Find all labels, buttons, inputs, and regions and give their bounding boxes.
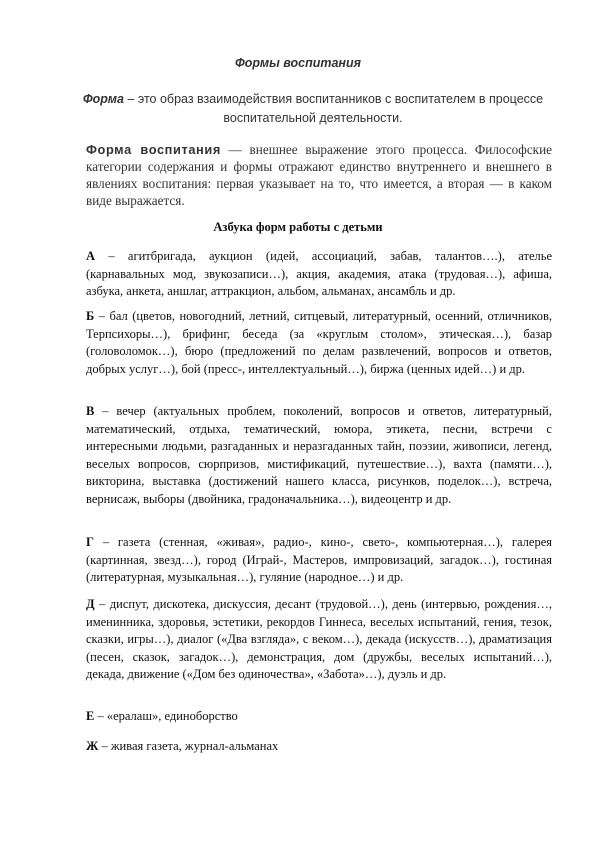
entry-letter: В bbox=[86, 404, 95, 418]
entry-letter: А bbox=[86, 249, 96, 263]
document-title: Формы воспитания bbox=[235, 56, 361, 70]
entry-text: – «ералаш», единоборство bbox=[94, 709, 238, 723]
entry-letter: Ж bbox=[86, 739, 99, 753]
philosophy-text: — внешнее выражение этого процесса. Философские категории содержания и формы отражают единство внутреннего и внешнего в явлениях воспитания: первая указывает на то, что имеется, а вторая — в каком виде выражается. bbox=[86, 142, 552, 208]
entry-zh bbox=[86, 738, 552, 756]
entry-text: – вечер (актуальных проблем, поколений, вопросов и ответов, литературный, математический, отдыха, тематический, юмора, этикета, песни, встречи с интересными людьми, разгаданных и неразгаданных тайн, поэзии, живописи, легенд, веселых вопросов, сюрпризов, мистификаций, путешествие…), вахта (памяти…), викторина, выставка (достижений нашего класса, рисунков, поделок…), встреча, вернисаж, выборы (двойника, градоначальника…), видеоцентр и др. bbox=[86, 404, 552, 506]
entry-d bbox=[86, 596, 552, 684]
entry-letter: Д bbox=[86, 597, 95, 611]
form-definition bbox=[80, 90, 546, 128]
entry-letter: Е bbox=[86, 709, 95, 723]
entry-v bbox=[86, 403, 552, 508]
entry-text: – газета (стенная, «живая», радио-, кино-, свето-, компьютерная…), галерея (картинная, звезд…), город (Играй-, Мастеров, импровизаций, загадок…), гостиная (литературная, музыкальная…), гуляние (народное…) и др. bbox=[86, 535, 552, 584]
entry-e bbox=[86, 708, 552, 726]
entry-letter: Б bbox=[86, 309, 95, 323]
entry-a bbox=[86, 248, 552, 301]
entry-g bbox=[86, 534, 552, 587]
definition-text: – это образ взаимодействия воспитанников с воспитателем в процессе воспитательной деятельности. bbox=[123, 92, 544, 125]
philosophy-term: Форма воспитания bbox=[86, 142, 221, 157]
section-title: Азбука форм работы с детьми bbox=[213, 220, 383, 234]
definition-term: Форма bbox=[82, 92, 124, 106]
entry-letter: Г bbox=[86, 535, 94, 549]
entry-text: – диспут, дискотека, дискуссия, десант (трудовой…), день (интервью, рождения…, именинника, здоровья, эстетики, рекордов Гиннеса, веселых испытаний, гения, тезок, сказки, игры…), диалог («Два взгляда», с веком…), декада (искусств…), драматизация (песен, сказок, загадок…), демонстрация, дом (дружбы, веселых испытаний…), декада, движение («Дом без одиночества», «Забота»…), дуэль и др. bbox=[86, 597, 552, 681]
form-of-upbringing-paragraph bbox=[86, 141, 552, 209]
entry-text: – живая газета, журнал-альманах bbox=[98, 739, 279, 753]
entry-text: – бал (цветов, новогодний, летний, ситцевый, литературный, осенний, отличников, Терпсихоры…), брифинг, беседа (за «круглым столом», этическая…), базар (головоломок…), бюро (предложений по делам развлечений, вопросов и ответов, добрых услуг…), бой (пресс-, интеллектуальный…), биржа (ценных идей…) и др. bbox=[86, 309, 552, 376]
entry-text: – агитбригада, аукцион (идей, ассоциаций, забав, талантов….), ателье (карнавальных мод, звукозаписи…), акция, академия, атака (трудовая…), афиша, азбука, анкета, аншлаг, аттракцион, альбом, альманах, ансамбль и др. bbox=[86, 249, 552, 298]
entry-b bbox=[86, 308, 552, 378]
